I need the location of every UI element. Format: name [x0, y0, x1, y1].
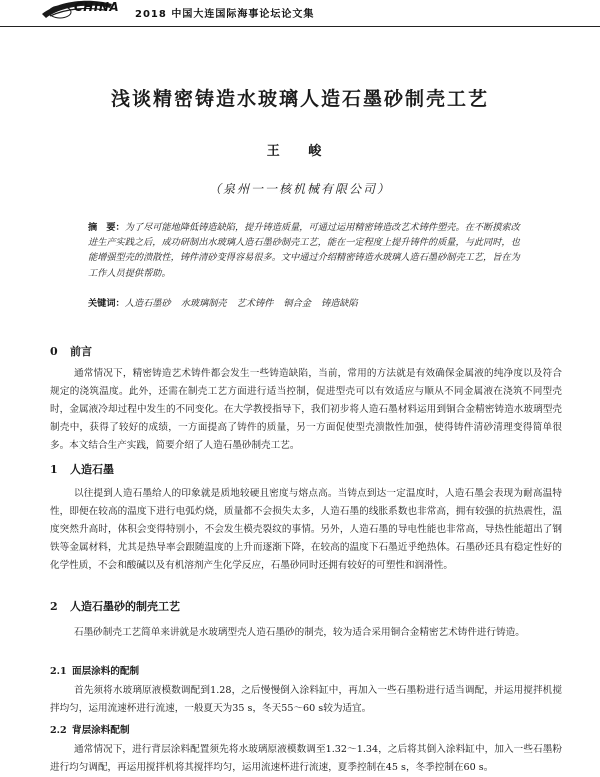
abstract-label: 摘 要： [88, 222, 125, 233]
subsection-2-2-paragraph: 通常情况下，进行背层涂料配置须先将水玻璃原液模数调至1.32～1.34，之后将其倒入涂料缸中，加入一些石墨粉进行均匀调配，再运用搅拌机将其搅拌均匀，运用流速杯进行流速，夏季控制在45 s，冬季控制在60 s。 [50, 744, 562, 773]
subsection-number: 2.1 [50, 666, 67, 677]
subsection-2-1-paragraph: 首先须将水玻璃原液模数调配到1.28，之后慢慢倒入涂料缸中，再加入一些石墨粉进行适当调配，并运用搅拌机搅拌均匀，运用流速杯进行流速，一般夏天为35 s，冬天55～60 s较为适宜。 [50, 685, 562, 714]
keywords [88, 295, 528, 309]
keyword: 艺术铸件 [236, 298, 274, 309]
keywords-label: 关键词： [88, 298, 125, 309]
section-number: 1 [50, 463, 58, 476]
running-header [0, 0, 600, 27]
subsection-number: 2.2 [50, 725, 67, 736]
subsection-heading-2-1 [50, 663, 139, 677]
section-heading-2 [50, 598, 180, 614]
author-affiliation: （泉州一一核机械有限公司） [208, 182, 391, 196]
abstract [88, 220, 528, 281]
section-0-paragraph: 通常情况下，精密铸造艺术铸件都会发生一些铸造缺陷，当前，常用的方法就是有效确保金属液的纯净度以及符合规定的浇筑温度。此外，还需在制壳工艺方面进行适当控制，促进型壳可以有效适应与顺从不同金属液在浇筑不同型壳时，金属液冷却过程中发生的不同变化。在大学教授指导下，我们初步将人造石墨材料运用到铜合金精密铸造水玻璃型壳制壳中，获得了较好的成绩，一方面提高了铸件的质量，另一方面促使型壳溃散性加强，使得铸件清砂清理变得简单很多。本文结合生产实践，简要介绍了人造石墨砂制壳工艺。 [50, 368, 562, 451]
section-number: 2 [50, 600, 58, 613]
section-title: 人造石墨 [70, 463, 114, 476]
subsection-title: 背层涂料配制 [72, 725, 130, 736]
subsection-heading-2-2 [50, 722, 130, 736]
section-1-paragraph: 以往提到人造石墨给人的印象就是质地较硬且密度与熔点高。当铸点到达一定温度时，人造石墨会表现为耐高温特性，即便在较高的温度下进行电弧灼烧，质量都不会损失太多，人造石墨的线胀系数也非常高，拥有较强的抗热震性，温度突然升高时，体积会变得特别小，不会发生模壳裂纹的事情。另外，人造石墨的导电性能也非常高，导热性能超出了钢铁等金属材料，尤其是热导率会跟随温度的上升而逐渐下降，在较高的温度下石墨近乎绝热体。石墨砂还具有稳定性好的化学性质，不会和酸碱以及有机溶剂产生化学反应，石墨砂同时还拥有较好的可塑性和润滑性。 [50, 488, 562, 571]
proceedings-title: 2018 中国大连国际海事论坛论文集 [135, 9, 315, 20]
keyword: 人造石墨砂 [124, 298, 171, 309]
section-heading-0 [50, 343, 92, 359]
keyword: 水玻璃制壳 [180, 298, 227, 309]
article-title: 浅谈精密铸造水玻璃人造石墨砂制壳工艺 [110, 88, 489, 110]
section-number: 0 [50, 345, 58, 358]
section-title: 人造石墨砂的制壳工艺 [70, 600, 180, 613]
section-2-paragraph: 石墨砂制壳工艺简单来讲就是水玻璃型壳人造石墨砂的制壳，较为适合采用铜合金精密艺术铸件进行铸造。 [74, 627, 525, 638]
section-title: 前言 [70, 345, 92, 358]
logo-text: CHINA [74, 0, 120, 14]
keyword: 铸造缺陷 [320, 298, 358, 309]
subsection-title: 面层涂料的配制 [72, 666, 140, 677]
section-heading-1 [50, 461, 114, 477]
abstract-text: 为了尽可能地降低铸造缺陷，提升铸造质量，可通过运用精密铸造改艺术铸件塑壳。在不断摸索改进生产实践之后，成功研制出水玻璃人造石墨砂制壳工艺，能在一定程度上提升铸件的质量，与此同时，也能增强型壳的溃散性，铸件清砂变得容易很多。文中通过介绍精密铸造水玻璃人造石墨砂制壳工艺，旨在为工作人员提供帮助。 [88, 222, 520, 279]
article-author: 王 峻 [266, 144, 334, 159]
keyword: 铜合金 [283, 298, 311, 309]
